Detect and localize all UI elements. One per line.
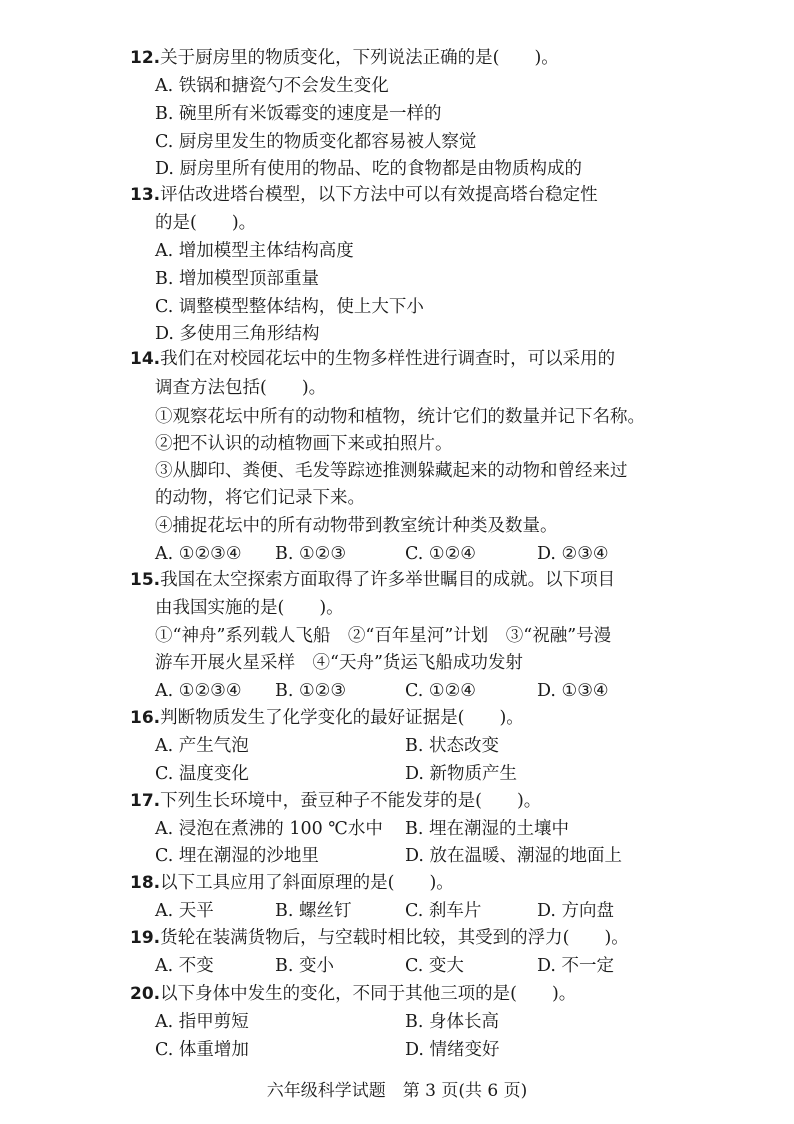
option: D. 不一定 xyxy=(537,956,615,976)
option: A. ①②③④ xyxy=(155,544,242,564)
question-number: 16. xyxy=(130,708,161,728)
question-text: 的是( )。 xyxy=(155,213,257,233)
option: D. 多使用三角形结构 xyxy=(155,324,320,344)
option: B. ①②③ xyxy=(275,681,347,701)
option: D. ①③④ xyxy=(537,681,609,701)
option: D. ②③④ xyxy=(537,544,609,564)
question-number: 20. xyxy=(130,984,161,1004)
option: B. 螺丝钉 xyxy=(275,901,352,921)
option: A. 产生气泡 xyxy=(155,736,249,756)
option: A. 天平 xyxy=(155,901,214,921)
option: D. 方向盘 xyxy=(537,901,615,921)
option: B. 埋在潮湿的土壤中 xyxy=(405,819,569,839)
question-14-stem xyxy=(130,347,754,371)
question-number: 17. xyxy=(130,791,161,811)
list-item: ①观察花坛中所有的动物和植物，统计它们的数量并记下名称。 xyxy=(155,407,645,427)
option: A. 指甲剪短 xyxy=(155,1012,249,1032)
question-text: 由我国实施的是( )。 xyxy=(155,598,344,618)
question-text: 货轮在装满货物后，与空载时相比较，其受到的浮力( )。 xyxy=(160,928,629,948)
option: A. 增加模型主体结构高度 xyxy=(155,241,354,261)
question-number: 14. xyxy=(130,349,161,369)
option: B. 变小 xyxy=(275,956,334,976)
option: B. ①②③ xyxy=(275,544,347,564)
question-15-stem xyxy=(130,568,754,592)
question-text: 下列生长环境中，蚕豆种子不能发芽的是( )。 xyxy=(160,791,542,811)
list-item: ①“神舟”系列载人飞船 ②“百年星河”计划 ③“祝融”号漫 xyxy=(155,626,612,646)
question-text: 判断物质发生了化学变化的最好证据是( )。 xyxy=(160,708,524,728)
option: B. 身体长高 xyxy=(405,1012,499,1032)
list-item: 游车开展火星采样 ④“天舟”货运飞船成功发射 xyxy=(155,653,523,673)
option: A. 浸泡在煮沸的 100 ℃水中 xyxy=(155,819,383,839)
option: C. 埋在潮湿的沙地里 xyxy=(155,846,319,866)
question-13-stem xyxy=(130,183,754,207)
option: C. ①②④ xyxy=(405,544,476,564)
question-text: 关于厨房里的物质变化，下列说法正确的是( )。 xyxy=(160,48,559,68)
option: C. 体重增加 xyxy=(155,1040,249,1060)
page-footer: 六年级科学试题 第 3 页(共 6 页) xyxy=(266,1081,528,1101)
option: B. 增加模型顶部重量 xyxy=(155,269,319,289)
question-number: 15. xyxy=(130,570,161,590)
question-18-stem xyxy=(130,871,754,895)
question-19-stem xyxy=(130,926,754,950)
question-text: 我国在太空探索方面取得了许多举世瞩目的成就。以下项目 xyxy=(160,570,616,590)
option: C. 调整模型整体结构，使上大下小 xyxy=(155,297,424,317)
option: D. 厨房里所有使用的物品、吃的食物都是由物质构成的 xyxy=(155,159,583,179)
option: A. ①②③④ xyxy=(155,681,242,701)
option: C. 刹车片 xyxy=(405,901,482,921)
question-number: 12. xyxy=(130,48,161,68)
list-item: ②把不认识的动植物画下来或拍照片。 xyxy=(155,434,453,454)
question-number: 18. xyxy=(130,873,161,893)
question-20-stem xyxy=(130,982,754,1006)
question-text: 调查方法包括( )。 xyxy=(155,378,327,398)
question-text: 以下身体中发生的变化，不同于其他三项的是( )。 xyxy=(160,984,577,1004)
question-number: 13. xyxy=(130,185,161,205)
question-number: 19. xyxy=(130,928,161,948)
list-item: ③从脚印、粪便、毛发等踪迹推测躲藏起来的动物和曾经来过 xyxy=(155,461,628,481)
option: D. 情绪变好 xyxy=(405,1040,500,1060)
option: B. 状态改变 xyxy=(405,736,499,756)
list-item: ④捕捉花坛中的所有动物带到教室统计种类及数量。 xyxy=(155,516,558,536)
option: C. ①②④ xyxy=(405,681,476,701)
question-text: 我们在对校园花坛中的生物多样性进行调查时，可以采用的 xyxy=(160,349,616,369)
option: A. 铁锅和搪瓷勺不会发生变化 xyxy=(155,76,389,96)
option: A. 不变 xyxy=(155,956,214,976)
option: C. 温度变化 xyxy=(155,764,249,784)
list-item: 的动物，将它们记录下来。 xyxy=(155,488,365,508)
question-text: 以下工具应用了斜面原理的是( )。 xyxy=(160,873,454,893)
option: C. 厨房里发生的物质变化都容易被人察觉 xyxy=(155,132,477,152)
option: B. 碗里所有米饭霉变的速度是一样的 xyxy=(155,104,442,124)
option: D. 放在温暖、潮湿的地面上 xyxy=(405,846,623,866)
question-12-stem xyxy=(130,46,754,70)
question-text: 评估改进塔台模型，以下方法中可以有效提高塔台稳定性 xyxy=(160,185,598,205)
option: D. 新物质产生 xyxy=(405,764,518,784)
question-17-stem xyxy=(130,789,754,813)
option: C. 变大 xyxy=(405,956,464,976)
question-16-stem xyxy=(130,706,754,730)
